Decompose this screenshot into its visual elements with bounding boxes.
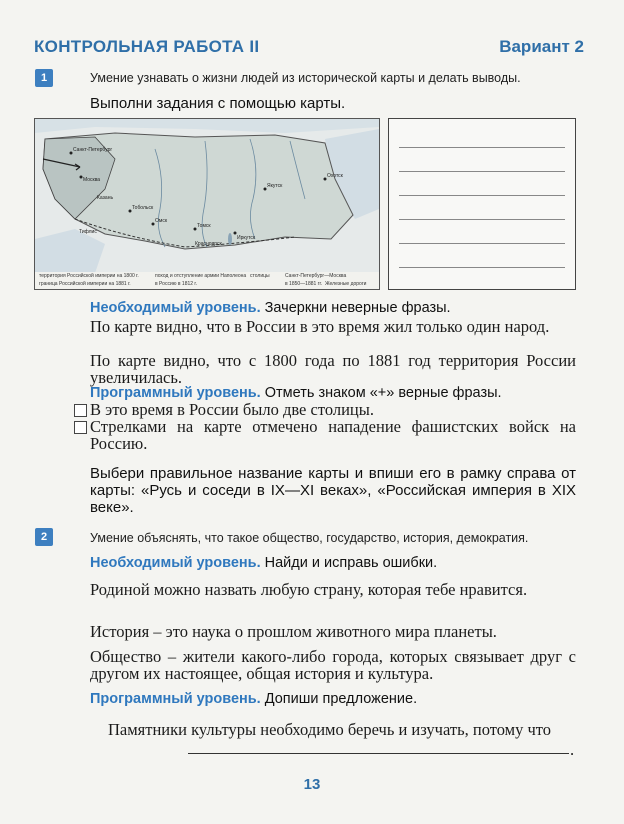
historical-map xyxy=(34,118,380,290)
level-task: Найди и исправь ошибки. xyxy=(264,555,438,571)
map-city-label: Омск xyxy=(155,218,168,224)
legend-item: Санкт-Петербург—Москва xyxy=(285,273,347,279)
answer-line xyxy=(399,195,565,196)
task-skill: Умение объяснять, что такое общество, государство, история, демократия. xyxy=(90,531,529,545)
level-task: Допиши предложение. xyxy=(264,691,418,707)
map-title-answer-box[interactable] xyxy=(388,118,576,290)
answer-line xyxy=(399,243,565,244)
level-label: Программный уровень. xyxy=(90,691,261,707)
program-level-heading xyxy=(90,691,417,707)
statement-editable[interactable]: История – это наука о прошлом животного мира планеты. xyxy=(90,622,497,641)
legend-item: граница Российской империи на 1881 г. xyxy=(39,281,131,287)
map-city-label: Якутск xyxy=(267,183,283,189)
variant-label: Вариант 2 xyxy=(499,37,584,56)
level-label: Программный уровень. xyxy=(90,385,261,401)
map-illustration xyxy=(35,119,379,273)
statement-strikeable[interactable]: По карте видно, что с 1800 года по 1881 год территория России увеличилась. xyxy=(90,351,576,387)
page-title: КОНТРОЛЬНАЯ РАБОТА II xyxy=(34,37,260,56)
legend-item: Железные дороги xyxy=(325,281,367,287)
map-city-label: Томск xyxy=(197,223,211,229)
statement-checkbox[interactable] xyxy=(74,421,87,434)
statement-checkbox[interactable] xyxy=(74,404,87,417)
map-city-label: Красноярск xyxy=(195,241,222,247)
statement-text: Стрелками на карте отмечено нападение фашистских войск на Россию. xyxy=(90,417,576,453)
required-level-heading xyxy=(90,555,437,571)
level-task: Зачеркни неверные фразы. xyxy=(264,300,451,316)
answer-fill-line[interactable] xyxy=(188,753,569,754)
map-city-label: Казань xyxy=(97,195,114,201)
map-legend xyxy=(35,272,379,289)
map-city-label: Тифлис xyxy=(79,229,97,235)
level-label: Необходимый уровень. xyxy=(90,300,261,316)
map-city-label: Санкт-Петербург xyxy=(73,147,113,153)
statement-text: В это время в России было две столицы. xyxy=(90,400,374,419)
answer-line xyxy=(399,219,565,220)
statement-strikeable[interactable]: По карте видно, что в России в это время жил только один народ. xyxy=(90,317,550,336)
legend-item: поход и отступление армии Наполеона xyxy=(155,273,247,279)
task-number-badge: 2 xyxy=(35,528,53,546)
answer-line xyxy=(399,147,565,148)
answer-line xyxy=(399,267,565,268)
task-number-badge: 1 xyxy=(35,69,53,87)
map-city-label: Тобольск xyxy=(132,205,154,211)
legend-item: столицы xyxy=(250,273,270,279)
page-number: 13 xyxy=(303,776,321,793)
map-city-label: Охотск xyxy=(327,173,343,179)
map-city-label: Иркутск xyxy=(237,235,256,241)
required-level-heading xyxy=(90,300,451,316)
choose-title-instruction: Выбери правильное название карты и впиши его в рамку справа от карты: «Русь и соседи в IX—XI веках», «Российская империя в XIX веке». xyxy=(90,465,576,516)
level-task: Отметь знаком «+» верные фразы. xyxy=(264,385,502,401)
answer-line xyxy=(399,171,565,172)
task-instruction: Выполни задания с помощью карты. xyxy=(90,95,346,112)
statement-editable[interactable]: Родиной можно назвать любую страну, которая тебе нравится. xyxy=(90,580,528,599)
sentence-end: . xyxy=(570,740,575,759)
map-city-label: Москва xyxy=(83,177,101,183)
program-level-heading xyxy=(90,385,502,401)
legend-item: в Россию в 1812 г. xyxy=(155,281,198,287)
task-skill: Умение узнавать о жизни людей из исторической карты и делать выводы. xyxy=(90,71,521,85)
level-label: Необходимый уровень. xyxy=(90,555,261,571)
legend-item: в 1850—1881 гг. xyxy=(285,281,323,287)
statement-editable[interactable]: Общество – жители какого-либо города, которых связывает друг с другом их настоящее, общая история и культура. xyxy=(90,647,576,683)
legend-item: территория Российской империи на 1800 г. xyxy=(39,273,139,279)
sentence-start: Памятники культуры необходимо беречь и изучать, потому что xyxy=(108,720,552,739)
